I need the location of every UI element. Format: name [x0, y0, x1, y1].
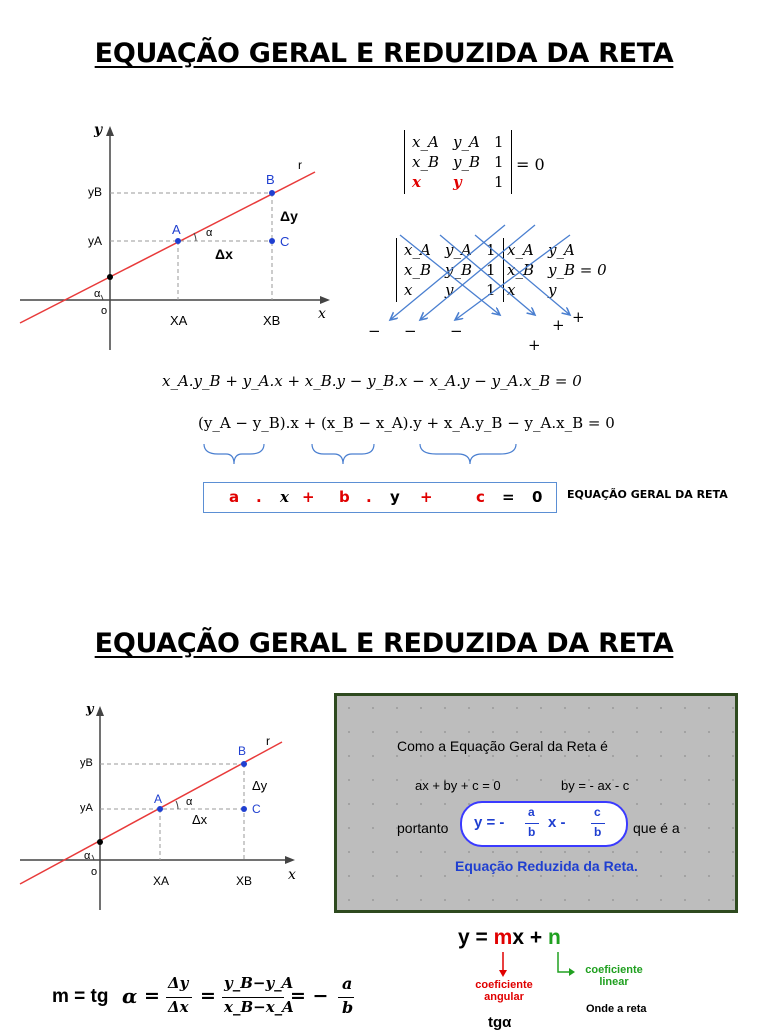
x-plus: x +	[512, 926, 548, 949]
alpha: α	[122, 984, 138, 1008]
x-axis-label: x	[318, 306, 326, 322]
line-r-label: r	[266, 734, 270, 748]
sarrus-cell: 1	[485, 281, 496, 299]
sarrus-cell: x_B	[507, 261, 534, 279]
a: a	[342, 974, 353, 993]
point-c-label: C	[280, 234, 290, 249]
slope-m: m	[493, 926, 513, 949]
alpha-angle-label: α	[206, 227, 213, 239]
general-equation-label: EQUAÇÃO GERAL DA RETA	[567, 488, 728, 501]
eq: =	[144, 985, 160, 1007]
det-cell: y_B	[452, 153, 480, 171]
pill-b: b	[528, 825, 536, 839]
sarrus-cell: y	[547, 281, 557, 299]
minus-sign: −	[368, 322, 381, 340]
coef-linear-label: coeficiente linear	[585, 964, 643, 988]
page-title-bottom: EQUAÇÃO GERAL E REDUZIDA DA RETA	[94, 628, 674, 659]
dot: .	[256, 488, 262, 506]
point-c-label: C	[252, 802, 261, 816]
det-cell: 1	[493, 173, 504, 191]
y-eq: y =	[458, 926, 494, 949]
x-b-tick: XB	[236, 874, 253, 888]
general-equation-box	[203, 482, 557, 513]
point-b-label: B	[266, 172, 275, 187]
minus-sign: −	[404, 322, 417, 340]
reduced-equation-panel	[334, 693, 738, 913]
coef-a: a	[229, 488, 240, 506]
det-cell: 1	[493, 153, 504, 171]
pill-a: a	[528, 805, 535, 819]
reduced-equation	[458, 926, 561, 950]
sarrus-cell: y_B = 0	[547, 261, 607, 279]
det-cell: 1	[493, 133, 504, 151]
equals: =	[502, 488, 515, 506]
coef-angular-label: coeficiente angular	[475, 979, 533, 1003]
sarrus-cell: y_B	[444, 261, 472, 279]
determinant-equals: = 0	[516, 155, 545, 174]
line-r-label: r	[298, 158, 302, 172]
grouping-braces	[200, 440, 540, 470]
delta-y-label: Δy	[280, 208, 298, 224]
minus-sign: −	[450, 322, 463, 340]
panel-intro: Como a Equação Geral da Reta é	[397, 738, 608, 754]
y-axis-label: y	[86, 702, 94, 717]
sarrus-cell: x	[507, 281, 516, 299]
plus: +	[420, 488, 433, 506]
plus: +	[302, 488, 315, 506]
pill-c: c	[594, 805, 601, 819]
plus-sign: +	[572, 308, 585, 326]
fraction-bar	[525, 823, 539, 824]
det-cell: x	[412, 173, 421, 191]
onde-label: Onde a reta	[586, 1003, 647, 1015]
fraction-bar	[591, 823, 605, 824]
panel-eq-right: by = - ax - c	[561, 778, 630, 793]
sarrus-cell: y_A	[547, 241, 575, 259]
plus-sign: +	[552, 316, 565, 334]
sarrus-cell: 1	[485, 241, 496, 259]
num: y_B−y_A	[224, 974, 294, 992]
dx: Δx	[168, 998, 189, 1016]
point-b-label: B	[238, 744, 247, 758]
y-b-tick: yB	[88, 185, 103, 199]
panel-eq-left: ax + by + c = 0	[415, 778, 501, 793]
origin-label: o	[101, 305, 108, 317]
page-title-top: EQUAÇÃO GERAL E REDUZIDA DA RETA	[94, 38, 674, 69]
alpha-angle-label: α	[186, 796, 193, 808]
coef-c: c	[476, 488, 485, 506]
pill-b: b	[594, 825, 602, 839]
alpha-origin-label: α	[94, 288, 101, 300]
eq: =	[200, 985, 216, 1007]
plus-sign: +	[528, 336, 541, 354]
x-a-tick: XA	[170, 313, 188, 328]
expansion-line-2: (y_A − y_B).x + (x_B − x_A).y + x_A.y_B − y_A.x_B = 0	[198, 414, 615, 432]
det-cell: y_A	[452, 133, 480, 151]
zero: 0	[532, 488, 543, 506]
reduced-equation-pill	[460, 801, 628, 847]
x-b-tick: XB	[263, 313, 281, 328]
tg-label: tgα	[488, 1014, 512, 1031]
delta-x-label: Δx	[215, 246, 233, 262]
sarrus-cell: x_A	[404, 241, 431, 259]
dy: Δy	[168, 974, 189, 992]
panel-que: que é a	[633, 820, 680, 836]
det-cell: y	[452, 173, 462, 191]
delta-x-label: Δx	[192, 812, 208, 827]
det-cell: x_A	[412, 133, 439, 151]
var-x: x	[280, 488, 289, 506]
pill-y: y = -	[474, 814, 505, 831]
panel-portanto: portanto	[397, 820, 449, 836]
sarrus-cell: x_A	[507, 241, 534, 259]
point-a-label: A	[154, 792, 163, 806]
intercept-n: n	[547, 926, 561, 949]
x-a-tick: XA	[153, 874, 170, 888]
m-tg: m = tg	[52, 986, 109, 1007]
pill-x: x -	[548, 814, 566, 831]
sarrus-cell: x_B	[404, 261, 431, 279]
sarrus-cell: y	[444, 281, 454, 299]
b: b	[342, 998, 354, 1017]
sarrus-cell: y_A	[444, 241, 472, 259]
origin-label: o	[91, 866, 98, 878]
sarrus-cell: x	[404, 281, 413, 299]
delta-y-label: Δy	[252, 778, 268, 793]
coef-b: b	[339, 488, 350, 506]
sarrus-cell: 1	[485, 261, 496, 279]
var-y: y	[390, 488, 400, 506]
alpha-origin-label: α	[84, 850, 91, 862]
y-a-tick: yA	[88, 234, 103, 248]
x-axis-label: x	[288, 867, 296, 883]
panel-reduced-label: Equação Reduzida da Reta.	[455, 858, 638, 874]
expansion-line-1: x_A.y_B + y_A.x + x_B.y − y_B.x − x_A.y − y_A.x_B = 0	[162, 372, 582, 390]
minus-eq: = −	[290, 985, 329, 1007]
y-a-tick: yA	[80, 802, 93, 814]
den: x_B−x_A	[224, 998, 294, 1016]
det-cell: x_B	[412, 153, 439, 171]
dot: .	[366, 488, 372, 506]
y-axis-label: y	[94, 122, 103, 138]
determinant-matrix	[404, 130, 512, 194]
point-a-label: A	[172, 222, 181, 237]
y-b-tick: yB	[80, 757, 93, 769]
